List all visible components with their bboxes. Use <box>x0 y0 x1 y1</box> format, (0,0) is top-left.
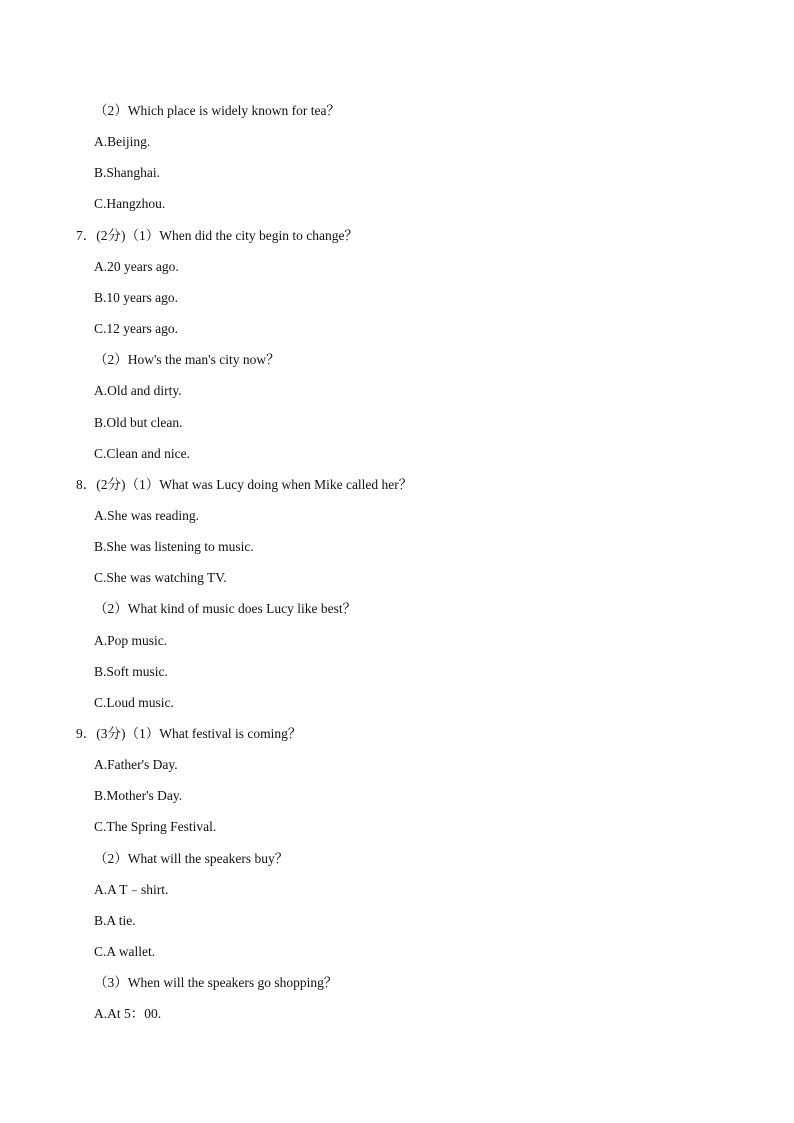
answer-option: A.At 5：00. <box>94 1006 162 1022</box>
answer-option: C.The Spring Festival. <box>94 819 217 835</box>
answer-option: A.A T﹣shirt. <box>94 881 169 897</box>
answer-option: A.Old and dirty. <box>94 383 182 399</box>
answer-option: A.She was reading. <box>94 507 199 523</box>
answer-option: C.She was watching TV. <box>94 570 227 586</box>
answer-option: A.Beijing. <box>94 134 151 150</box>
sub-question-line: （3）When will the speakers go shopping？ <box>94 975 338 991</box>
sub-question-line: （2）Which place is widely known for tea？ <box>94 103 340 118</box>
answer-option: C.A wallet. <box>94 944 156 959</box>
answer-option: A.Pop music. <box>94 632 168 648</box>
answer-option: C.Clean and nice. <box>94 445 190 461</box>
answer-option: A.20 years ago. <box>94 258 179 274</box>
sub-question-line: （2）What kind of music does Lucy like best？ <box>94 601 357 617</box>
answer-option: B.A tie. <box>94 912 136 928</box>
answer-option: C.Loud music. <box>94 694 174 710</box>
answer-option: B.She was listening to music. <box>94 539 254 555</box>
answer-option: A.Father's Day. <box>94 757 178 773</box>
answer-option: B.Soft music. <box>94 663 168 679</box>
answer-option: C.12 years ago. <box>94 321 178 336</box>
sub-question-line: （2）What will the speakers buy？ <box>94 850 289 866</box>
answer-option: B.10 years ago. <box>94 289 178 305</box>
answer-option: B.Mother's Day. <box>94 788 183 804</box>
question-line: 7．(2分)（1）When did the city begin to change？ <box>76 227 358 243</box>
question-line: 8．(2分)（1）What was Lucy doing when Mike called her？ <box>76 476 413 492</box>
answer-option: B.Old but clean. <box>94 414 183 430</box>
sub-question-line: （2）How's the man's city now？ <box>94 352 280 368</box>
answer-option: C.Hangzhou. <box>94 196 166 212</box>
answer-option: B.Shanghai. <box>94 165 160 181</box>
question-line: 9．(3分)（1）What festival is coming？ <box>76 726 302 741</box>
